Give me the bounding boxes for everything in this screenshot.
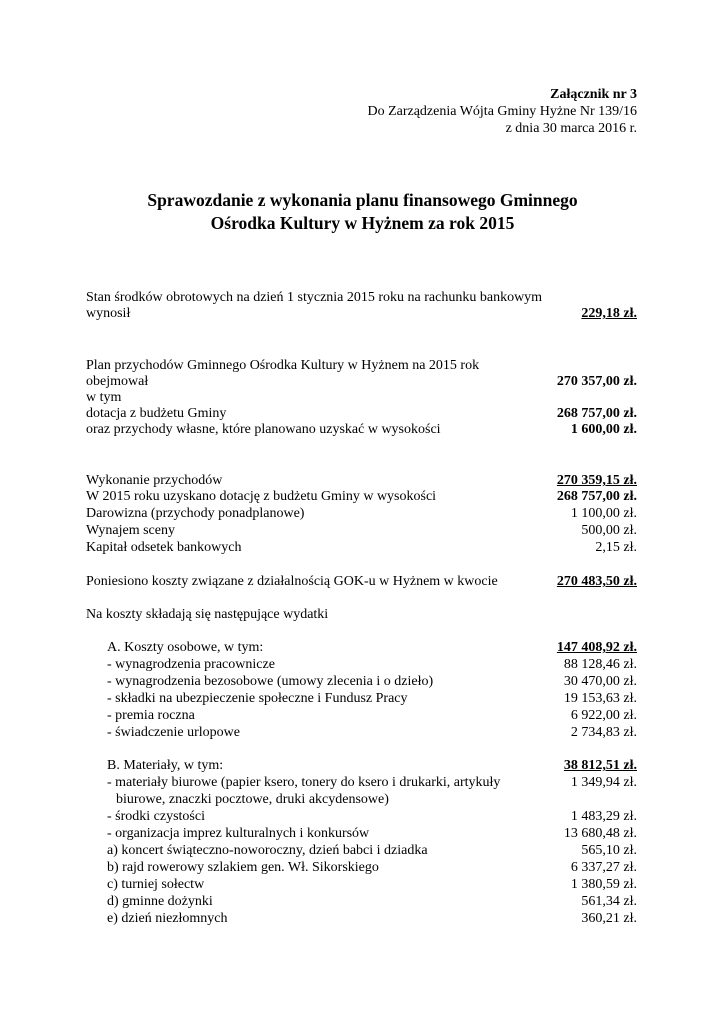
revenue-exec-interest-amount: 2,15 zł. <box>595 540 637 555</box>
section-b-row-amount: 561,34 zł. <box>581 894 637 909</box>
section-a-row-amount: 30 470,00 zł. <box>563 674 637 689</box>
section-a-row: - składki na ubezpieczenie społeczne i Fundusz Pracy <box>107 691 408 706</box>
opening-balance-text: Stan środków obrotowych na dzień 1 stycznia 2015 roku na rachunku bankowym <box>86 290 543 305</box>
annex-label: Załącznik nr 3 <box>550 87 637 102</box>
section-b-row: d) gminne dożynki <box>107 894 213 909</box>
revenue-plan-subsidy-amount: 268 757,00 zł. <box>556 406 637 421</box>
section-a-row-amount: 2 734,83 zł. <box>570 725 637 740</box>
section-b-row: c) turniej sołectw <box>107 877 205 892</box>
opening-balance-text-2: wynosił <box>86 306 131 321</box>
revenue-plan-own: oraz przychody własne, które planowano uzyskać w wysokości <box>86 422 441 437</box>
section-b-row-amount: 565,10 zł. <box>581 843 637 858</box>
revenue-exec-stage: Wynajem sceny <box>86 523 175 538</box>
section-b-office-supplies-amount: 1 349,94 zł. <box>570 775 637 790</box>
section-b-total: 38 812,51 zł. <box>563 758 637 773</box>
section-a-row: - świadczenie urlopowe <box>107 725 240 740</box>
section-b-row: - organizacja imprez kulturalnych i konkursów <box>107 826 370 841</box>
revenue-exec-subsidy-amount: 268 757,00 zł. <box>556 489 637 504</box>
section-b-office-supplies: - materiały biurowe (papier ksero, tonery do ksero i drukarki, artykuły <box>107 775 501 790</box>
opening-balance-amount: 229,18 zł. <box>581 306 637 321</box>
revenue-plan-amount: 270 357,00 zł. <box>556 374 637 389</box>
revenue-exec-amount: 270 359,15 zł. <box>556 473 637 488</box>
revenue-exec-donation-amount: 1 100,00 zł. <box>570 506 637 521</box>
section-b-row-amount: 1 380,59 zł. <box>570 877 637 892</box>
revenue-plan-in-which: w tym <box>86 390 122 405</box>
revenue-plan-subsidy: dotacja z budżetu Gminy <box>86 406 227 421</box>
costs-amount: 270 483,50 zł. <box>556 574 637 589</box>
revenue-exec-donation: Darowizna (przychody ponadplanowe) <box>86 506 305 521</box>
revenue-plan-text-2: obejmował <box>86 374 149 389</box>
revenue-exec-label: Wykonanie przychodów <box>86 473 223 488</box>
section-b-row-amount: 1 483,29 zł. <box>570 809 637 824</box>
section-a-row: - wynagrodzenia bezosobowe (umowy zlecenia i o dzieło) <box>107 674 434 689</box>
section-a-row-amount: 19 153,63 zł. <box>563 691 637 706</box>
revenue-plan-own-amount: 1 600,00 zł. <box>570 422 637 437</box>
section-a-row-amount: 6 922,00 zł. <box>570 708 637 723</box>
revenue-exec-subsidy: W 2015 roku uzyskano dotację z budżetu Gminy w wysokości <box>86 489 437 504</box>
section-a-row-amount: 88 128,46 zł. <box>563 657 637 672</box>
section-a-total: 147 408,92 zł. <box>556 640 637 655</box>
section-b-heading: B. Materiały, w tym: <box>107 758 224 773</box>
document-title-line2: Ośrodka Kultury w Hyżnem za rok 2015 <box>210 213 515 233</box>
section-a-row: - premia roczna <box>107 708 195 723</box>
ordinance-ref: Do Zarządzenia Wójta Gminy Hyżne Nr 139/16 <box>367 104 637 119</box>
section-b-office-supplies-cont: biurowe, znaczki pocztowe, druki akcydensowe) <box>116 792 389 807</box>
costs-intro: Na koszty składają się następujące wydatki <box>86 607 329 622</box>
revenue-exec-interest: Kapitał odsetek bankowych <box>86 540 242 555</box>
section-b-row-amount: 360,21 zł. <box>581 911 637 926</box>
costs-label: Poniesiono koszty związane z działalnością GOK-u w Hyżnem w kwocie <box>86 574 498 589</box>
section-b-row-amount: 6 337,27 zł. <box>570 860 637 875</box>
revenue-plan-text: Plan przychodów Gminnego Ośrodka Kultury w Hyżnem na 2015 rok <box>86 358 480 373</box>
revenue-exec-stage-amount: 500,00 zł. <box>581 523 637 538</box>
document-title-line1: Sprawozdanie z wykonania planu finansowego Gminnego <box>147 190 578 210</box>
section-b-row: b) rajd rowerowy szlakiem gen. Wł. Sikorskiego <box>107 860 379 875</box>
section-b-row: e) dzień niezłomnych <box>107 911 228 926</box>
section-b-row: - środki czystości <box>107 809 205 824</box>
section-a-heading: A. Koszty osobowe, w tym: <box>107 640 264 655</box>
section-a-row: - wynagrodzenia pracownicze <box>107 657 275 672</box>
section-b-row: a) koncert świąteczno-noworoczny, dzień babci i dziadka <box>107 843 428 858</box>
section-b-row-amount: 13 680,48 zł. <box>563 826 637 841</box>
ordinance-date: z dnia 30 marca 2016 r. <box>505 121 637 136</box>
